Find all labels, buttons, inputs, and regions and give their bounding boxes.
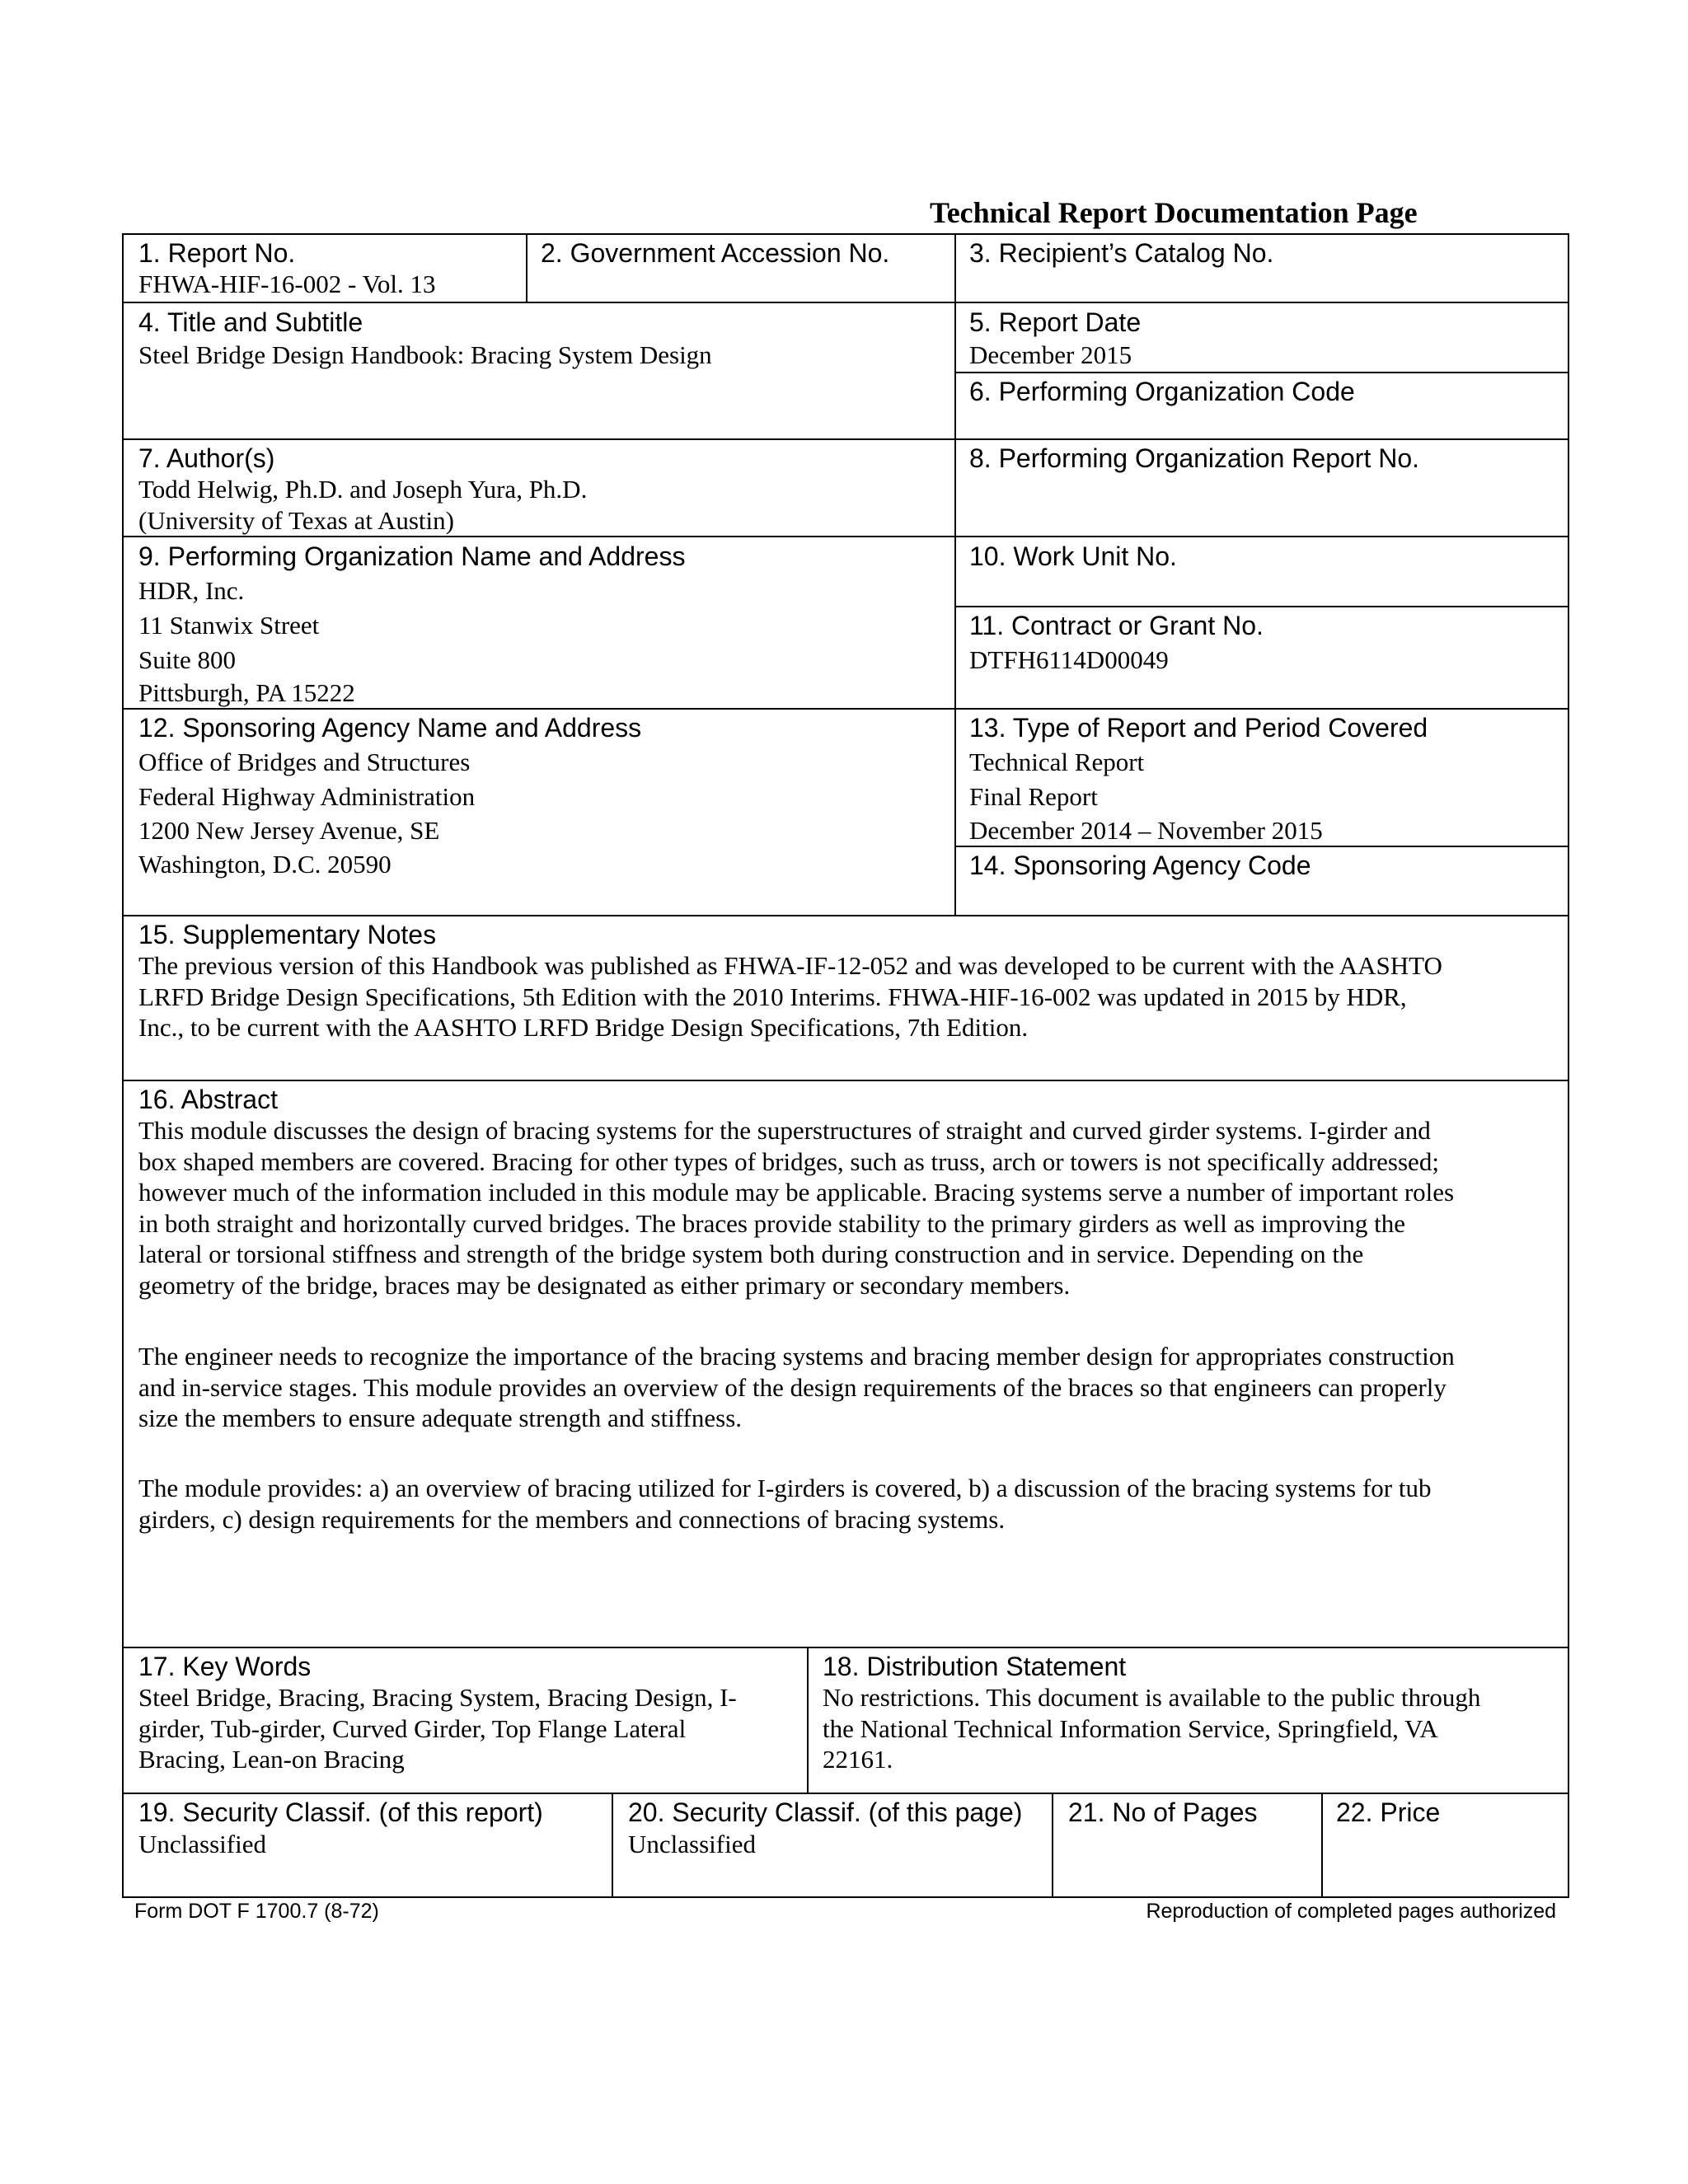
field-value: Unclassified [138,1830,266,1858]
field-value-line: Suite 800 [138,645,236,674]
field-value: The previous version of this Handbook was published as FHWA-IF-12-052 and was developed to be current with the AASHTO LRFD Bridge Design Specifications, 5th Edition with the 2010 Interims. FHWA-HIF-16-002 was updated in 2015 by HDR, Inc., to be current with the AASHTO LRFD Bridge Design Specifications, 7th Edition. [138,951,1442,1042]
field-label: 15. Supplementary Notes [138,920,437,949]
divider [1321,1793,1323,1898]
field-value-line: HDR, Inc. [138,576,245,605]
field-label: 1. Report No. [138,238,296,268]
divider [612,1793,613,1898]
field-value-line: Washington, D.C. 20590 [138,850,392,879]
field-label: 12. Sponsoring Agency Name and Address [138,713,642,743]
field-value-line: Technical Report [969,748,1145,776]
field-value: December 2015 [969,340,1132,369]
divider [122,1793,1569,1794]
field-value: Steel Bridge, Bracing, Bracing System, Bracing Design, I- girder, Tub-girder, Curved Girder, Top Flange Lateral Bracing, Lean-on Bracing [138,1683,737,1774]
field-label: 8. Performing Organization Report No. [969,443,1420,473]
field-value-line: December 2014 – November 2015 [969,816,1323,845]
field-label: 3. Recipient’s Catalog No. [969,238,1274,268]
field-value-line: Todd Helwig, Ph.D. and Joseph Yura, Ph.D. [138,475,588,504]
field-value-line: Final Report [969,782,1098,811]
field-label: 7. Author(s) [138,443,275,473]
field-value: FHWA-HIF-16-002 - Vol. 13 [138,269,436,298]
field-label: 4. Title and Subtitle [138,307,363,337]
field-value: Steel Bridge Design Handbook: Bracing System Design [138,340,712,369]
abstract-paragraph: The engineer needs to recognize the importance of the bracing systems and bracing member design for appropriates construction and in-service stages. This module provides an overview of the design requirements of the braces so that engineers can properly size the members to ensure adequate strength and stiffness. [138,1342,1455,1432]
divider [954,606,1569,607]
field-label: 17. Key Words [138,1652,312,1681]
field-label: 10. Work Unit No. [969,541,1177,571]
field-value: No restrictions. This document is available to the public through the National Technical Information Service, Springfield, VA 22161. [823,1683,1481,1774]
field-label: 16. Abstract [138,1085,278,1114]
abstract-paragraph: This module discusses the design of bracing systems for the superstructures of straight and curved girder systems. I-girder and box shaped members are covered. Bracing for other types of bridges, such as truss, arch or towers is not specifically addressed; however much of the information included in this module may be applicable. Bracing systems serve a number of important roles in both straight and horizontally curved bridges. The braces provide stability to the primary girders as well as improving the lateral or torsional stiffness and strength of the bridge system both during construction and in service. Depending on the geometry of the bridge, braces may be designated as either primary or secondary members. [138,1116,1455,1300]
field-label: 20. Security Classif. (of this page) [628,1797,1023,1827]
divider [122,233,124,1898]
divider [122,302,1569,303]
page-title: Technical Report Documentation Page [930,196,1418,229]
divider [954,372,1569,373]
field-value-line: 1200 New Jersey Avenue, SE [138,816,440,845]
divider [122,1896,1569,1898]
field-label: 13. Type of Report and Period Covered [969,713,1428,743]
field-value-line: 11 Stanwix Street [138,611,320,640]
divider [526,233,528,303]
field-value-line: (University of Texas at Austin) [138,506,454,535]
divider [954,233,956,916]
field-value-line: Federal Highway Administration [138,782,476,811]
form-number: Form DOT F 1700.7 (8-72) [134,1900,379,1923]
field-value-line: Pittsburgh, PA 15222 [138,678,355,707]
field-label: 9. Performing Organization Name and Address [138,541,686,571]
divider [807,1647,809,1794]
field-value-line: Office of Bridges and Structures [138,748,471,776]
reproduction-note: Reproduction of completed pages authorized [1146,1900,1556,1923]
divider [122,1647,1569,1648]
field-label: 21. No of Pages [1068,1797,1258,1827]
field-label: 18. Distribution Statement [823,1652,1127,1681]
field-value: DTFH6114D00049 [969,645,1169,674]
abstract-paragraph: The module provides: a) an overview of bracing utilized for I-girders is covered, b) a discussion of the bracing systems for tub girders, c) design requirements for the members and connections of bracing systems. [138,1474,1432,1534]
field-label: 14. Sponsoring Agency Code [969,851,1311,880]
field-label: 5. Report Date [969,307,1142,337]
divider [122,915,1569,916]
divider [122,233,1569,235]
field-label: 19. Security Classif. (of this report) [138,1797,543,1827]
divider [122,438,1569,440]
field-label: 22. Price [1336,1797,1441,1827]
divider [122,1080,1569,1081]
field-label: 11. Contract or Grant No. [969,611,1264,640]
divider [1568,233,1569,1898]
field-label: 2. Government Accession No. [541,238,890,268]
field-value: Unclassified [628,1830,756,1858]
divider [1052,1793,1053,1898]
field-label: 6. Performing Organization Code [969,377,1355,406]
